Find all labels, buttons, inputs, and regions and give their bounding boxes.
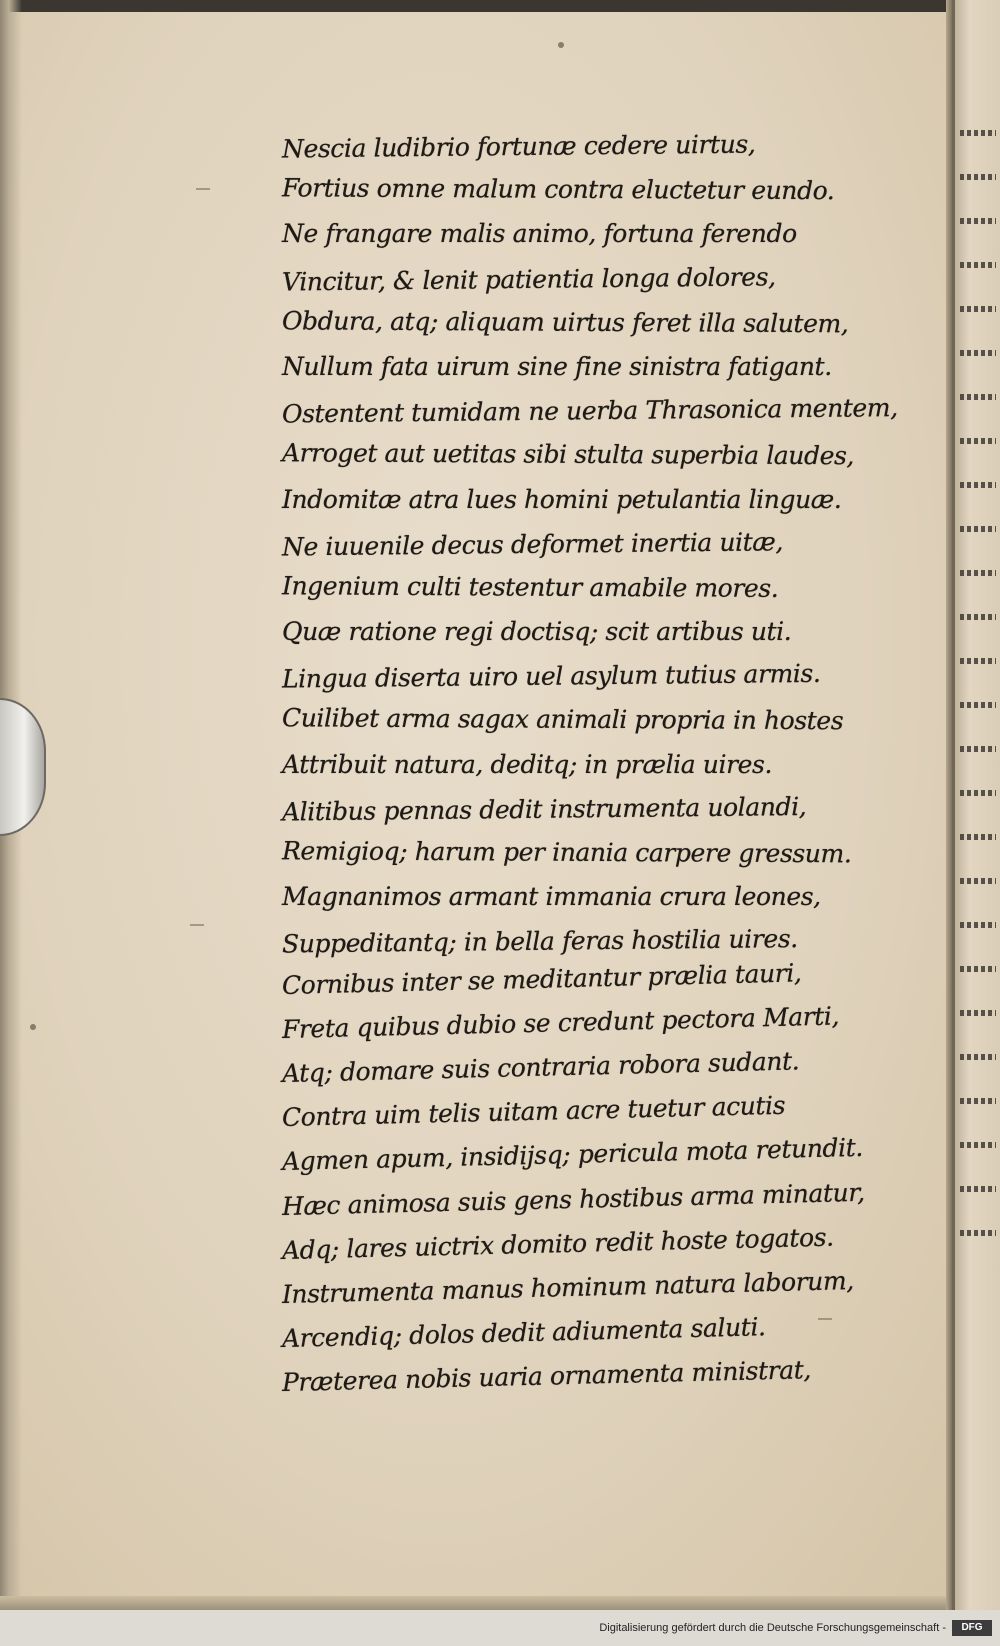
verse-line: Magnanimos armant immania crura leones, [282,882,821,912]
facing-page-text-fragment [960,394,996,400]
page-bottom-edge [0,1596,975,1610]
verse-line: Contra uim telis uitam acre tuetur acutis [281,1090,786,1133]
verse-text-block [282,124,942,1405]
facing-page-text-fragment [960,966,996,972]
verse-line: Quæ ratione regi doctisq; scit artibus uti. [282,617,792,647]
verse-line: Arroget aut uetitas sibi stulta superbia laudes, [281,438,855,471]
verse-line: Cuilibet arma sagax animali propria in hostes [281,703,844,736]
facing-page-text-fragment [960,570,996,576]
facing-page-text-fragment [960,482,996,488]
facing-page-text-fragment [960,922,996,928]
verse-line: Præterea nobis uaria ornamenta ministrat, [281,1355,812,1398]
verse-line: Nullum fata uirum sine fine sinistra fatigant. [282,351,832,381]
margin-mark [196,188,210,190]
ink-speck [558,42,564,48]
verse-line: Ingenium culti testentur amabile mores. [281,571,779,603]
verse-line: Adq; lares uictrix domito redit hoste togatos. [281,1222,834,1265]
verse-line: Arcendiq; dolos dedit adiumenta saluti. [281,1312,766,1354]
facing-page-text-fragment [960,702,996,708]
dfg-logo: DFG [952,1620,992,1636]
facing-page-text-fragment [960,262,996,268]
verse-line: Hæc animosa suis gens hostibus arma minatur, [281,1177,865,1221]
verse-line: Freta quibus dubio se credunt pectora Marti, [281,1001,840,1044]
verse-line: Attribuit natura, deditq; in prælia uires. [282,749,773,779]
facing-page-text-fragment [960,1054,996,1060]
facing-page-text-fragment [960,614,996,620]
verse-line: Vincitur, & lenit patientia longa dolores, [281,261,776,297]
facing-page-text-fragment [960,1010,996,1016]
facing-page-text-fragment [960,438,996,444]
verse-line: Remigioq; harum per inania carpere gressum. [281,836,852,869]
facing-page-text-fragment [960,1142,996,1148]
verse-line: Obdura, atq; aliquam uirtus feret illa salutem, [281,306,849,338]
facing-page-text-fragment [960,174,996,180]
facing-page-text-fragment [960,130,996,136]
margin-mark [190,924,204,926]
verse-line: Instrumenta manus hominum natura laborum, [281,1265,855,1309]
verse-line: Ne iuuenile decus deformet inertia uitæ, [281,526,784,562]
facing-page-text-fragment [960,526,996,532]
facing-page-text-fragment [960,1098,996,1104]
verse-line: Alitibus pennas dedit instrumenta uolandi, [281,791,807,827]
facing-page-text-fragment [960,790,996,796]
verse-line: Fortius omne malum contra eluctetur eundo. [281,173,835,206]
verse-line: Agmen apum, insidijsq; pericula mota retundit. [281,1133,864,1177]
facing-page-text-fragment [960,350,996,356]
verse-line: Ne frangare malis animo, fortuna ferendo [282,219,797,249]
facing-page-text-fragment [960,834,996,840]
verse-line: Lingua diserta uiro uel asylum tutius armis. [281,659,821,694]
facing-page-edge [952,0,1000,1610]
facing-page-text-fragment [960,306,996,312]
facing-page-text-fragment [960,1230,996,1236]
facing-page-text-fragment [960,878,996,884]
facing-page-text-fragment [960,746,996,752]
verse-line: Cornibus inter se meditantur prælia tauri, [281,957,802,1000]
verse-line: Ostentent tumidam ne uerba Thrasonica mentem, [281,393,898,429]
verse-line: Indomitæ atra lues homini petulantia linguæ. [282,484,842,514]
facing-page-text-fragment [960,218,996,224]
facing-page-text-fragment [960,1186,996,1192]
ink-speck [30,1024,36,1030]
verse-line: Nescia ludibrio fortunæ cedere uirtus, [281,129,756,164]
digitization-credit: Digitalisierung gefördert durch die Deutsche Forschungsgemeinschaft - [599,1622,946,1634]
verse-line: Suppeditantq; in bella feras hostilia uires. [281,924,798,959]
page-top-edge [0,0,975,12]
verse-line: Atq; domare suis contraria robora sudant. [281,1046,800,1088]
facing-page-text-fragment [960,658,996,664]
